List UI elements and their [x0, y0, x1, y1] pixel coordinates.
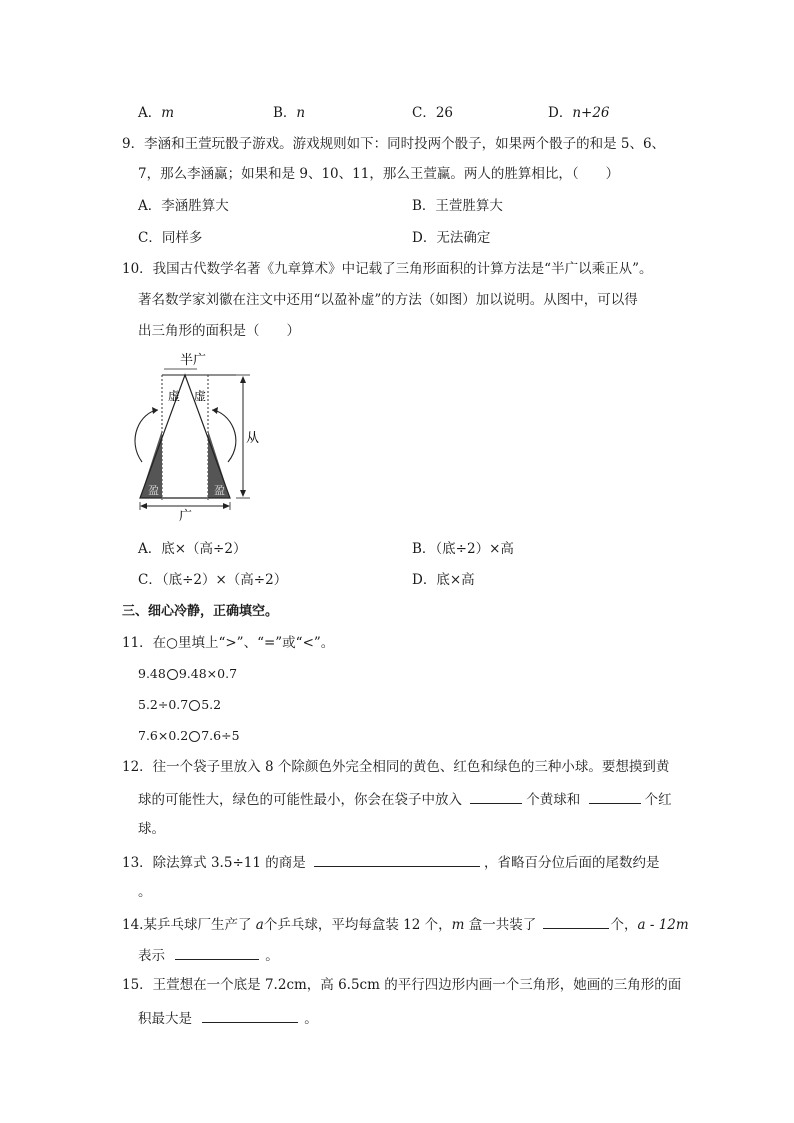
q10-triangle-figure	[132, 350, 262, 522]
right-void-label: 虚	[194, 389, 207, 403]
height-label: 从	[246, 431, 260, 446]
q10-stem-line3: 出三角形的面积是（ ）	[138, 323, 300, 339]
q8-option-d[interactable]: D．n+26	[548, 105, 610, 121]
q8-option-a[interactable]: A．m	[138, 105, 175, 121]
compare-circle-3[interactable]	[189, 731, 200, 742]
height-arrow-up	[240, 376, 246, 383]
q10-option-c[interactable]: C．（底÷2）×（高÷2）	[138, 572, 288, 588]
q8-option-b[interactable]: B．n	[273, 105, 306, 121]
q12-blank-yellow[interactable]	[470, 789, 522, 804]
q13-stem-line2: 。	[138, 884, 152, 900]
right-arrow-head	[212, 407, 218, 414]
q14-blank-total[interactable]	[543, 914, 609, 929]
half-base-label: 半广	[180, 353, 207, 368]
q15-stem-line2: 积最大是 。	[138, 1008, 318, 1028]
q13-blank-quotient[interactable]	[314, 852, 480, 867]
q9-option-b[interactable]: B．王萱胜算大	[412, 198, 503, 214]
q12-blank-red[interactable]	[589, 789, 641, 804]
q10-stem-line1: 10．我国古代数学名著《九章算术》中记载了三角形面积的计算方法是“半广以乘正从”。	[122, 261, 653, 277]
q11-expr2: 5.2÷0.7 5.2	[138, 697, 222, 712]
q9-stem-line2: 7，那么李涵赢；如果和是 9、10、11，那么王萱赢。两人的胜算相比，（ ）	[138, 166, 620, 182]
q8-option-c[interactable]: C．26	[412, 105, 454, 121]
base-arrow-right	[223, 503, 230, 509]
q13-stem-line1: 13．除法算式 3.5÷11 的商是 ，省略百分位后面的尾数约是	[122, 852, 660, 872]
q9-option-c[interactable]: C．同样多	[138, 230, 203, 246]
left-arrow-head	[152, 407, 158, 414]
q10-option-d[interactable]: D．底×高	[412, 572, 475, 588]
q15-stem-line1: 15．王萱想在一个底是 7.2cm，高 6.5cm 的平行四边形内画一个三角形，她画的三角形的面	[122, 977, 682, 993]
q10-stem-line2: 著名数学家刘徽在注文中还用“以盈补虚”的方法（如图）加以说明。从图中，可以得	[138, 292, 638, 308]
left-void-label: 虚	[168, 389, 181, 403]
q10-option-b[interactable]: B．（底÷2）×高	[412, 541, 514, 557]
q11-stem: 11．在○里填上“>”、“=”或“<”。	[122, 635, 335, 651]
right-fill-label: 盈	[214, 484, 225, 497]
q11-expr1: 9.48 9.48×0.7	[138, 666, 238, 681]
q12-stem-line1: 12．往一个袋子里放入 8 个除颜色外完全相同的黄色、红色和绿色的三种小球。要想摸到黄	[122, 759, 670, 775]
q15-blank-area[interactable]	[202, 1008, 298, 1023]
base-arrow-left	[140, 503, 147, 509]
q14-stem-line1: 14.某乒乓球厂生产了 a个乒乓球，平均每盒装 12 个，m 盒一共装了 个，a - 12m	[122, 914, 689, 934]
compare-circle-2[interactable]	[189, 700, 200, 711]
q9-option-d[interactable]: D．无法确定	[412, 230, 491, 246]
section3-title: 三、细心冷静，正确填空。	[122, 604, 279, 619]
q12-stem-line2: 球的可能性大，绿色的可能性最小，你会在袋子中放入 个黄球和 个红	[138, 789, 672, 809]
q9-stem-line1: 9．李涵和王萱玩骰子游戏。游戏规则如下：同时投两个骰子，如果两个骰子的和是 5、6、	[122, 136, 666, 152]
q9-option-a[interactable]: A．李涵胜算大	[138, 198, 229, 214]
left-fill-label: 盈	[148, 484, 159, 497]
q11-expr3: 7.6×0.2 7.6÷5	[138, 728, 240, 743]
q14-blank-meaning[interactable]	[175, 945, 259, 960]
q10-option-a[interactable]: A．底×（高÷2）	[138, 541, 247, 557]
compare-circle-1[interactable]	[167, 669, 178, 680]
height-arrow-down	[240, 490, 246, 497]
q12-stem-line3: 球。	[138, 821, 165, 837]
q14-stem-line2: 表示 。	[138, 945, 279, 965]
base-label: 广	[179, 509, 193, 522]
